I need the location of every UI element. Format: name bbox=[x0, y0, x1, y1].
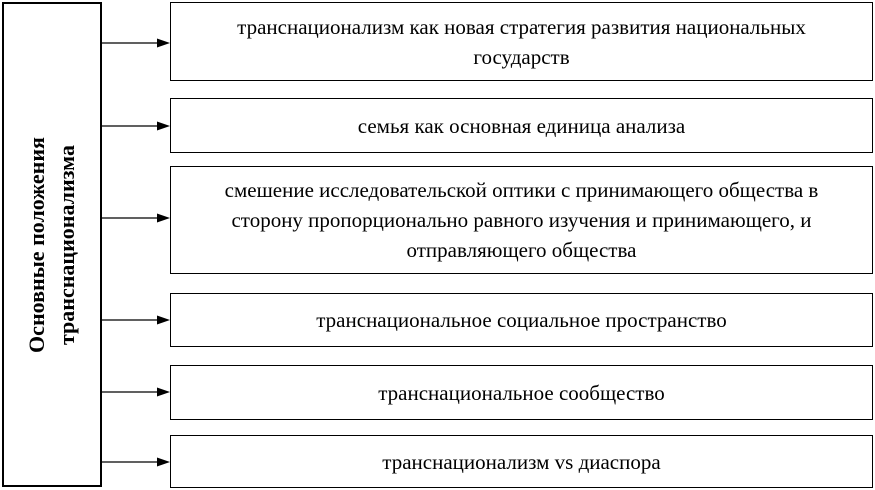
point-text-4: транснациональное социальное пространство bbox=[316, 308, 727, 332]
point-box-3 bbox=[170, 166, 873, 274]
point-text-1: транснационализм как новая стратегия развития национальных государств bbox=[237, 14, 806, 69]
point-text-6: транснационализм vs диаспора bbox=[382, 449, 661, 474]
point-text-2: семья как основная единица анализа bbox=[357, 113, 686, 138]
arrowhead-3 bbox=[157, 214, 170, 223]
arrowhead-2 bbox=[157, 122, 170, 131]
point-text-5: транснациональное сообщество bbox=[378, 380, 665, 405]
arrowhead-1 bbox=[157, 39, 170, 48]
arrowhead-4 bbox=[157, 316, 170, 325]
arrowhead-6 bbox=[157, 458, 170, 467]
main-concept-line-2: транснационализма bbox=[54, 144, 79, 345]
point-box-1 bbox=[170, 2, 873, 81]
point-box-4 bbox=[170, 293, 873, 347]
arrowhead-5 bbox=[157, 388, 170, 397]
point-text-3: смешение исследовательской оптики с принимающего общества в сторону пропорционально равного изучения и принимающего, и отправляющего общества bbox=[224, 178, 819, 262]
point-box-6 bbox=[170, 435, 873, 488]
point-box-2 bbox=[170, 98, 873, 153]
main-concept-line-1: Основные положения bbox=[24, 136, 49, 353]
point-box-5 bbox=[170, 365, 873, 420]
